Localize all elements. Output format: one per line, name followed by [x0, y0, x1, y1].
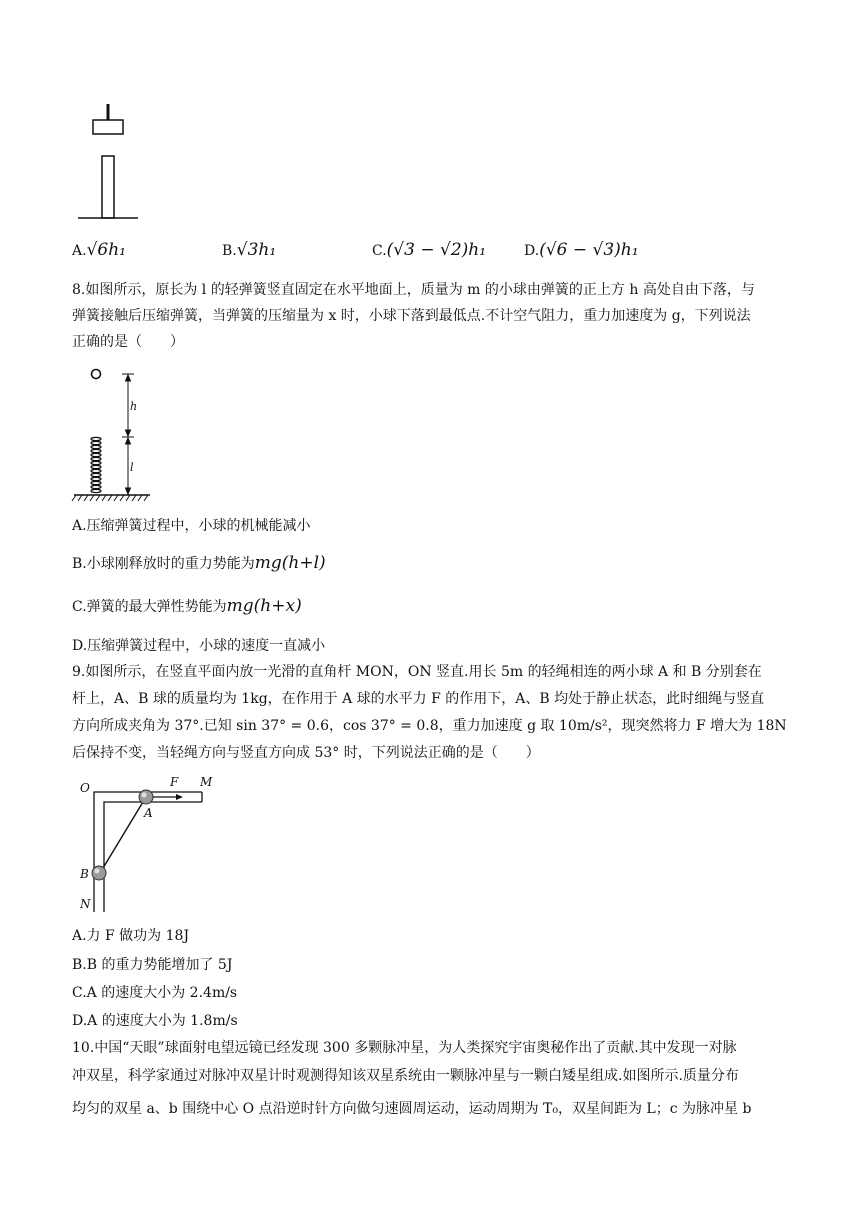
q8-figure	[70, 364, 160, 506]
q9-stem-line-3: 方向所成夹角为 37°.已知 sin 37° = 0.6，cos 37° = 0.8，重力加速度 g 取 10m/s²，现突然将力 F 增大为 18N	[72, 718, 787, 734]
spring-icon	[91, 437, 101, 492]
q8-stem-line-2: 弹簧接触后压缩弹簧，当弹簧的压缩量为 x 时，小球下落到最低点.不计空气阻力，重力加速度为 g，下列说法	[72, 308, 751, 324]
q8-label-h: h	[130, 400, 138, 413]
q9-figure	[72, 772, 217, 917]
q7-option-c-label: C.	[372, 243, 387, 259]
q7-option-d-value: (√6 − √3)h₁	[539, 240, 639, 260]
q9-option-d: D.A 的速度大小为 1.8m/s	[72, 1013, 238, 1029]
q9-label-o: O	[80, 781, 90, 795]
q10-stem-line-3: 均匀的双星 a、b 围绕中心 O 点沿逆时针方向做匀速圆周运动，运动周期为 T₀，双星间距为 L；c 为脉冲星 b	[72, 1101, 752, 1117]
q7-option-a-value: √6h₁	[86, 240, 126, 260]
q8-label-l: l	[130, 461, 134, 474]
q8-option-a: A.压缩弹簧过程中，小球的机械能减小	[72, 518, 311, 534]
q7-option-b-label: B.	[222, 243, 237, 259]
q9-stem-line-1: 9.如图所示，在竖直平面内放一光滑的直角杆 MON，ON 竖直.用长 5m 的轻绳相连的两小球 A 和 B 分别套在	[72, 664, 762, 680]
ball-a-icon	[139, 790, 153, 804]
q8-option-c-text: C.弹簧的最大弹性势能为	[72, 599, 227, 615]
q9-label-b: B	[80, 867, 89, 881]
q7-option-a-label: A.	[72, 243, 87, 259]
q8-option-b-formula: mg(h+l)	[254, 553, 326, 573]
q8-option-b-text: B.小球刚释放时的重力势能为	[72, 556, 255, 572]
q9-option-b: B.B 的重力势能增加了 5J	[72, 957, 233, 973]
q9-label-f: F	[170, 775, 179, 789]
ball-icon	[92, 370, 101, 379]
q9-stem-line-2: 杆上，A、B 球的质量均为 1kg，在作用于 A 球的水平力 F 的作用下，A、B 均处于静止状态，此时细绳与竖直	[72, 691, 765, 707]
q8-stem-line-1: 8.如图所示，原长为 l 的轻弹簧竖直固定在水平地面上，质量为 m 的小球由弹簧的正上方 h 高处自由下落，与	[72, 282, 755, 298]
q7-figure	[70, 96, 140, 222]
q10-stem-line-2: 冲双星，科学家通过对脉冲双星计时观测得知该双星系统由一颗脉冲星与一颗白矮星组成.如图所示.质量分布	[72, 1068, 739, 1084]
ball-b-icon	[92, 866, 106, 880]
q8-stem-line-3: 正确的是（ ）	[72, 334, 184, 350]
q9-stem-line-4: 后保持不变，当轻绳方向与竖直方向成 53° 时，下列说法正确的是（ ）	[72, 745, 540, 761]
q10-stem-line-1: 10.中国“天眼”球面射电望远镜已经发现 300 多颗脉冲星，为人类探究宇宙奥秘作出了贡献.其中发现一对脉	[72, 1040, 737, 1056]
q8-option-d: D.压缩弹簧过程中，小球的速度一直减小	[72, 638, 326, 654]
q8-option-c-formula: mg(h+x)	[226, 596, 302, 616]
q9-label-a: A	[144, 806, 153, 820]
q7-option-b-value: √3h₁	[236, 240, 277, 260]
q8-option-b	[72, 553, 326, 574]
q7-option-d-label: D.	[524, 243, 540, 259]
q9-label-m: M	[200, 775, 213, 789]
q9-option-c: C.A 的速度大小为 2.4m/s	[72, 985, 238, 1001]
q9-label-n: N	[80, 897, 91, 911]
q9-option-a: A.力 F 做功为 18J	[72, 928, 190, 944]
q7-option-c-value: (√3 − √2)h₁	[386, 240, 487, 260]
q8-option-c	[72, 596, 302, 617]
